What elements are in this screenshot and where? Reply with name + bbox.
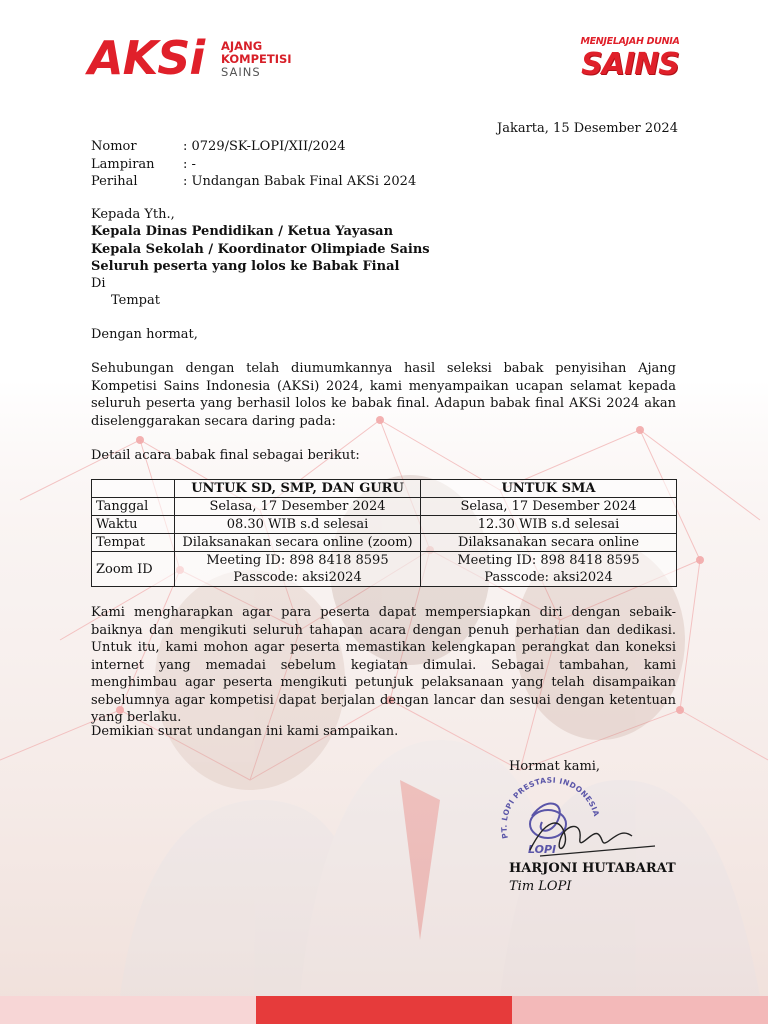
meeting-id-text: Meeting ID: 898 8418 8595 [206,553,389,568]
footer-segment-red [256,996,512,1024]
table-cell-label: Tempat [92,534,175,552]
table-cell-zoom-sd [175,552,421,587]
table-cell: Dilaksanakan secara online (zoom) [175,534,421,552]
meta-value-lampiran: : - [183,157,196,172]
closing-text: Demikian surat undangan ini kami sampaikan. [91,724,399,739]
sains-logo-tagline: MENJELAJAH DUNIA [580,36,680,47]
detail-intro: Detail acara babak final sebagai berikut: [91,448,360,463]
table-cell-label: Waktu [92,516,175,534]
table-cell: Selasa, 17 Desember 2024 [421,498,677,516]
aksi-logo-line1: AJANG [221,39,263,53]
table-header-sma: UNTUK SMA [421,480,677,498]
meta-label-nomor: Nomor [91,139,137,154]
table-cell: Selasa, 17 Desember 2024 [175,498,421,516]
sains-logo-word: SAINS [581,47,679,82]
table-header-sd-smp: UNTUK SD, SMP, DAN GURU [175,480,421,498]
meta-value-perihal: : Undangan Babak Final AKSi 2024 [183,174,417,189]
footer-segment-light [0,996,256,1024]
meeting-id-text: Meeting ID: 898 8418 8595 [457,553,640,568]
aksi-logo-subtitle [221,40,292,79]
meta-label-lampiran: Lampiran [91,157,155,172]
meta-value-nomor: : 0729/SK-LOPI/XII/2024 [183,139,346,154]
table-cell-zoom-sma [421,552,677,587]
aksi-logo-mark: AKSi [88,31,205,85]
table-row [92,516,677,534]
table-row [92,498,677,516]
table-cell: 08.30 WIB s.d selesai [175,516,421,534]
addressee-line3: Seluruh peserta yang lolos ke Babak Final [91,259,400,274]
addressee-place: Tempat [111,293,160,308]
signer-role: Tim LOPI [509,879,572,894]
regards-text: Hormat kami, [509,759,601,774]
addressee-line1: Kepala Dinas Pendidikan / Ketua Yayasan [91,224,394,239]
svg-text:LOPI: LOPI [528,843,557,856]
addressee-greeting: Kepada Yth., [91,207,175,222]
addressee-line2: Kepala Sekolah / Koordinator Olimpiade Sains [91,242,430,257]
addressee-di: Di [91,276,106,291]
meta-label-perihal: Perihal [91,174,138,189]
salutation: Dengan hormat, [91,327,198,342]
paragraph-intro: Sehubungan dengan telah diumumkannya hasil seleksi babak penyisihan Ajang Kompetisi Sains Indonesia (AKSi) 2024, kami menyampaikan ucapan selamat kepada seluruh peserta yang berhasil lolos ke babak final. Adapun babak final AKSi 2024 akan diselenggarakan secara daring pada: [91,361,676,429]
passcode-text: Passcode: aksi2024 [233,570,362,585]
table-cell: 12.30 WIB s.d selesai [421,516,677,534]
sains-logo [580,36,680,88]
passcode-text: Passcode: aksi2024 [484,570,613,585]
letter-date: Jakarta, 15 Desember 2024 [497,121,678,136]
footer-color-bar [0,996,768,1024]
aksi-logo-line3: SAINS [221,65,261,79]
paragraph-expectations: Kami mengharapkan agar para peserta dapat mempersiapkan diri dengan sebaik-baiknya dan mengikuti seluruh tahapan acara dengan penuh perhatian dan dedikasi. Untuk itu, kami mohon agar peserta memastikan kelengkapan perangkat dan koneksi internet yang memadai sebelum kegiatan dimulai. Sebagai tambahan, kami menghimbau agar peserta mengikuti petunjuk pelaksanaan yang telah disampaikan sebelumnya agar kompetisi dapat berjalan dengan lancar dan sesuai dengan ketentuan yang berlaku. [91,605,676,725]
table-row [92,534,677,552]
table-row-zoom [92,552,677,587]
aksi-logo [88,31,308,85]
svg-text:PT. LOPI PRESTASI INDONESIA: PT. LOPI PRESTASI INDONESIA [499,776,602,840]
table-cell-label: Tanggal [92,498,175,516]
table-cell-label: Zoom ID [92,552,175,587]
footer-segment-pink [512,996,768,1024]
table-cell: Dilaksanakan secara online [421,534,677,552]
signer-name: HARJONI HUTABARAT [509,861,676,876]
event-detail-table [91,479,677,587]
table-header-row [92,480,677,498]
table-header-empty [92,480,175,498]
aksi-logo-line2: KOMPETISI [221,52,292,66]
